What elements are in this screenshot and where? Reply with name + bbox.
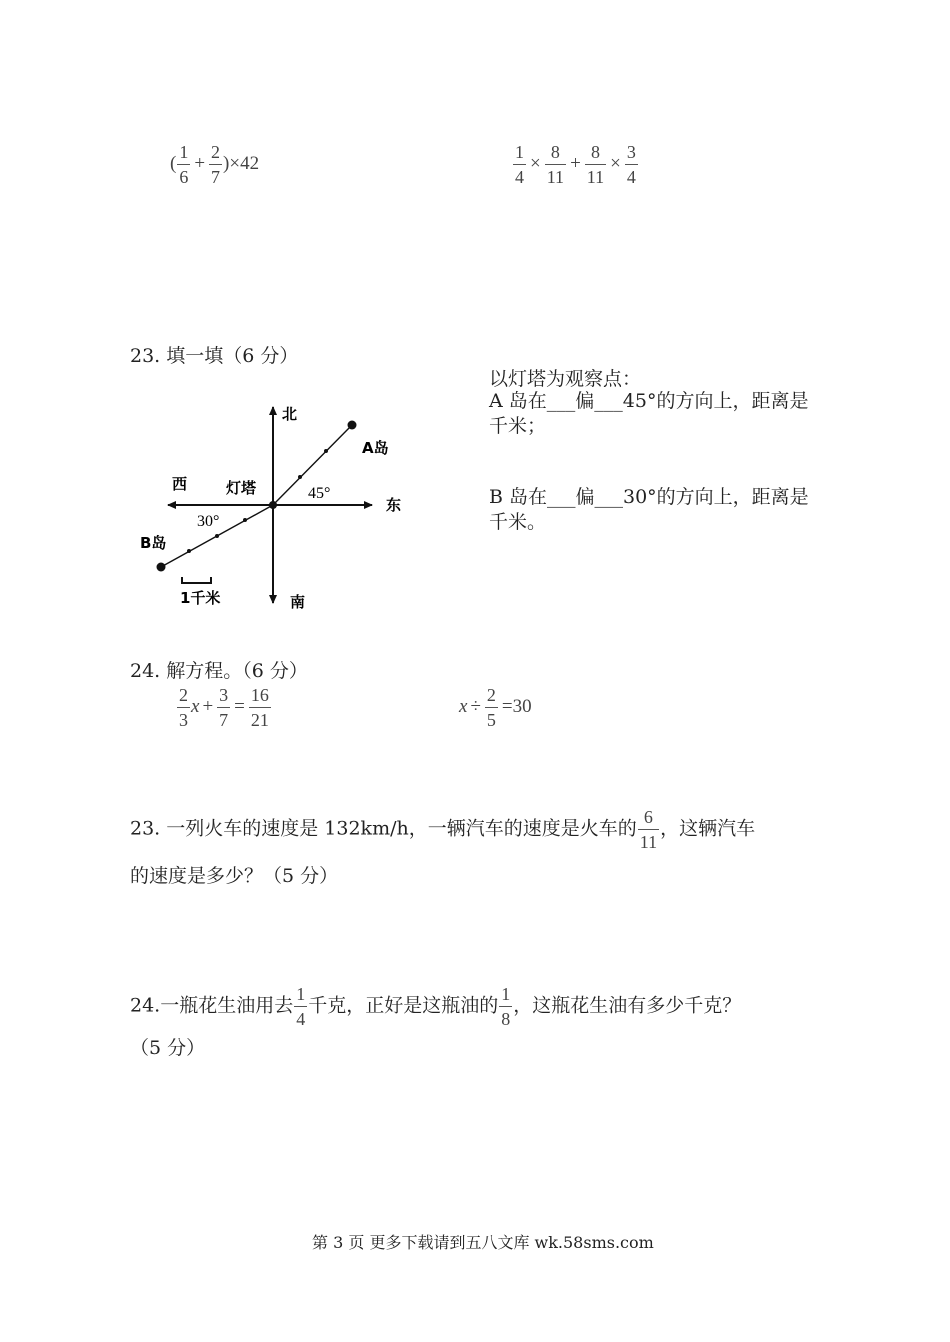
label-east: 东 <box>386 496 402 514</box>
fraction: $\frac{3}{4}$ <box>626 142 636 187</box>
question-24-oil: 24.一瓶花生油用去 $\frac{1}{4}$ 千克，正好是这瓶油的 $\frac{1}{8}$ ，这瓶花生油有多少千克？ <box>130 984 742 1029</box>
equation-2: x ÷ $\frac{2}{5}$ =30 <box>459 685 532 730</box>
question-23-title: 23. 填一填（6 分） <box>130 345 299 367</box>
fill-island-b-unit: 千米。 <box>489 511 547 533</box>
fraction: $\frac{8}{11}$ <box>586 142 605 187</box>
page-footer: 第 3 页 更多下载请到五八文库 wk.58sms.com <box>312 1233 654 1252</box>
island-a-label: A岛 <box>362 439 389 457</box>
fraction: $\frac{6}{11}$ <box>639 807 658 852</box>
expression-1: ( $\frac{1}{6}$ + $\frac{2}{7}$ )×42 <box>170 142 260 187</box>
question-23-train-line2: 的速度是多少？（5 分） <box>130 865 339 887</box>
scale-bar <box>182 577 211 583</box>
fraction: $\frac{2}{7}$ <box>211 142 221 187</box>
fill-intro: 以灯塔为观察点： <box>489 368 642 390</box>
fraction: $\frac{3}{7}$ <box>219 685 229 730</box>
fraction: $\frac{2}{5}$ <box>486 685 496 730</box>
fraction: $\frac{16}{21}$ <box>250 685 269 730</box>
angle-a-label: 45° <box>308 485 331 502</box>
angle-b-label: 30° <box>197 513 220 530</box>
island-a-point <box>348 421 357 430</box>
question-24-oil-line2: （5 分） <box>130 1037 206 1059</box>
fraction: $\frac{1}{4}$ <box>515 142 524 187</box>
fraction: $\frac{1}{8}$ <box>501 984 511 1029</box>
compass-diagram <box>130 395 430 620</box>
fraction: $\frac{8}{11}$ <box>546 142 565 187</box>
fill-island-a-line: A 岛在___偏___45°的方向上，距离是 <box>489 390 809 412</box>
label-north: 北 <box>282 405 298 423</box>
fraction: $\frac{1}{6}$ <box>179 142 189 187</box>
label-lighthouse: 灯塔 <box>226 479 257 497</box>
fill-island-a-unit: 千米； <box>489 415 547 437</box>
question-23-train: 23. 一列火车的速度是 132km/h，一辆汽车的速度是火车的 $\frac{6}{11}$ ，这辆汽车 <box>130 807 756 852</box>
expression-2: $\frac{1}{4}$ × $\frac{8}{11}$ + $\frac{8}{11}$ × $\frac{3}{4}$ <box>515 142 636 187</box>
lighthouse-point <box>269 501 277 509</box>
island-b-label: B岛 <box>140 534 167 552</box>
label-west: 西 <box>172 475 188 493</box>
equation-1: $\frac{2}{3}$ x + $\frac{3}{7}$ = $\frac{16}{21}$ <box>179 685 269 730</box>
fill-island-b-line: B 岛在___偏___30°的方向上，距离是 <box>489 486 809 508</box>
label-south: 南 <box>290 593 306 611</box>
scale-label: 1千米 <box>180 589 221 607</box>
island-b-point <box>157 563 166 572</box>
fraction: $\frac{2}{3}$ <box>179 685 188 730</box>
question-24-title: 24. 解方程。（6 分） <box>130 660 308 682</box>
fraction: $\frac{1}{4}$ <box>296 984 306 1029</box>
